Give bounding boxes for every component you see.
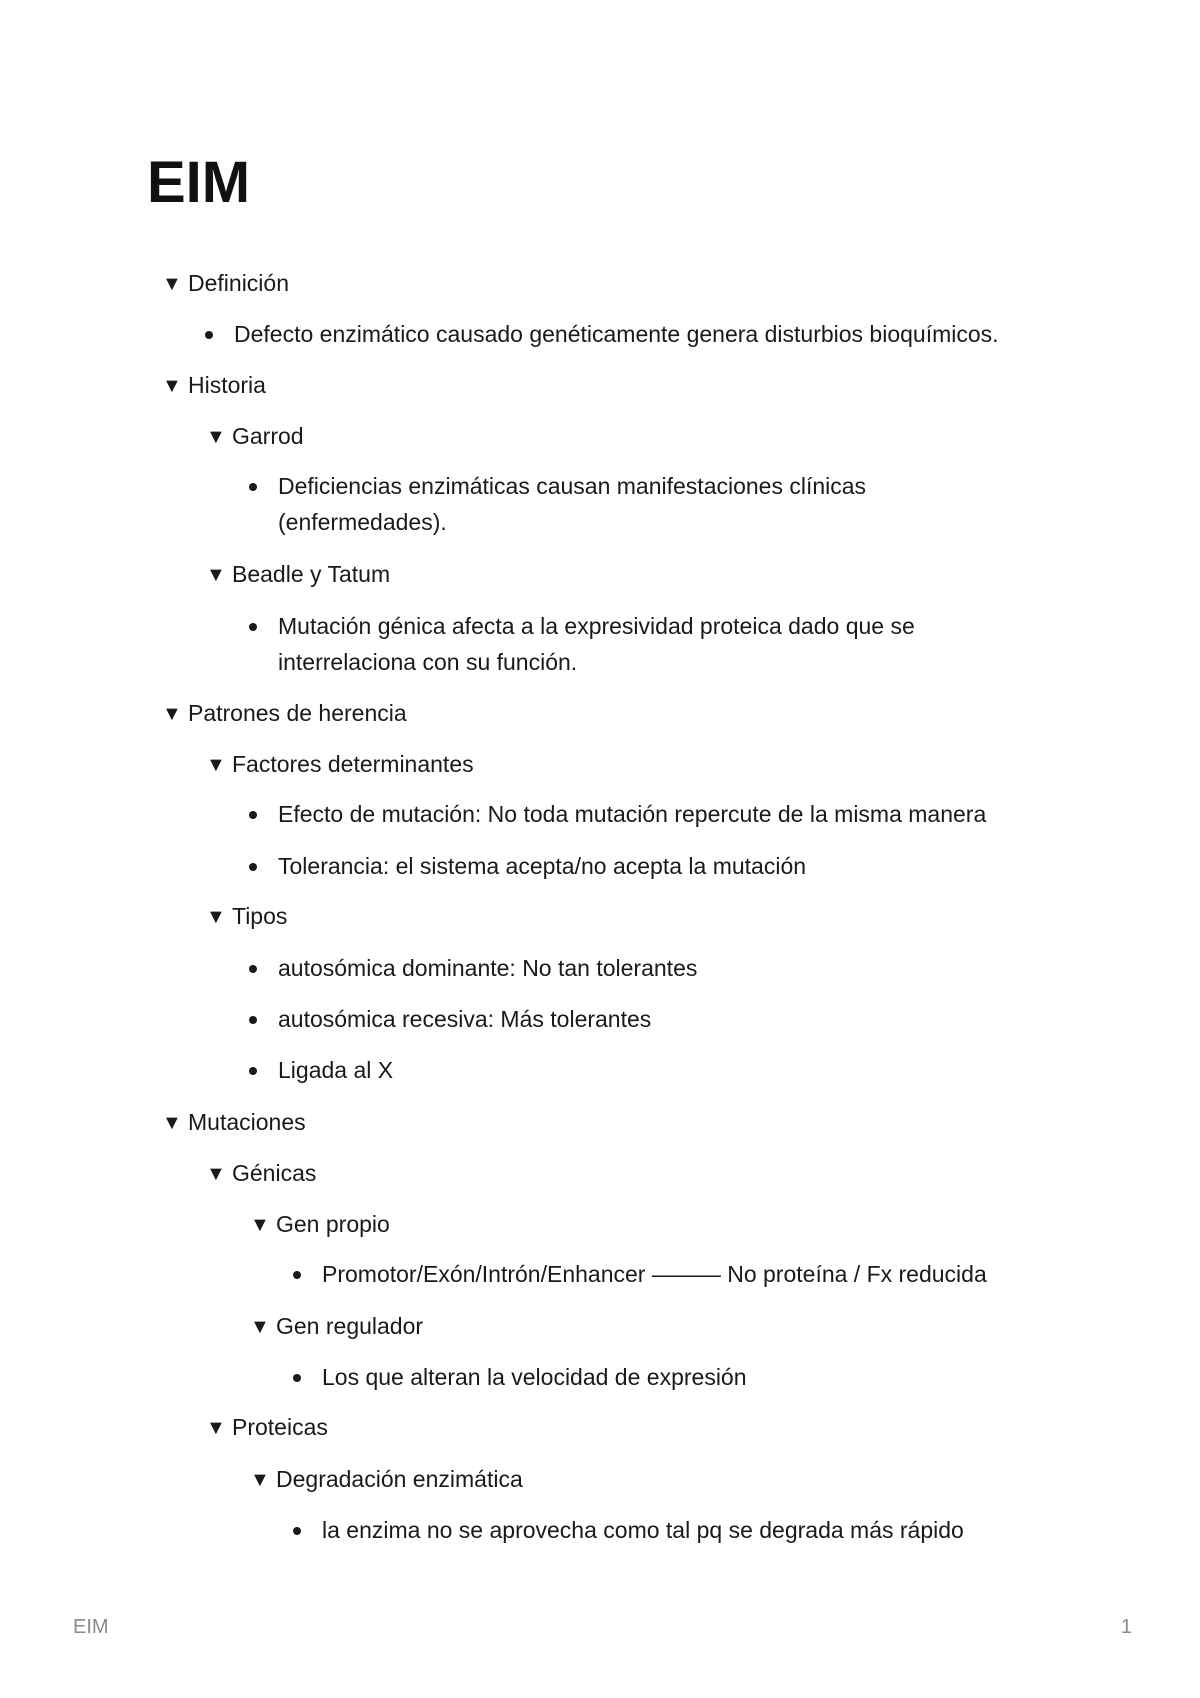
- list-item: [249, 608, 989, 680]
- triangle-down-icon[interactable]: ▼: [250, 1469, 270, 1491]
- list-item-text: Los que alteran la velocidad de expresión: [322, 1364, 747, 1390]
- toggle-beadle-tatum[interactable]: [206, 556, 390, 593]
- toggle-label: Gen regulador: [276, 1313, 424, 1339]
- list-item: [293, 1359, 1153, 1395]
- toggle-label: Proteicas: [232, 1414, 328, 1440]
- list-item: [249, 950, 1149, 986]
- list-item: [249, 1052, 1149, 1088]
- bullet-dot-icon: [249, 483, 257, 491]
- toggle-mutaciones[interactable]: [162, 1104, 306, 1141]
- list-item-text: autosómica dominante: No tan tolerantes: [278, 955, 698, 981]
- list-item-text: Tolerancia: el sistema acepta/no acepta la mutación: [278, 853, 807, 879]
- toggle-label: Patrones de herencia: [188, 700, 407, 726]
- triangle-down-icon[interactable]: ▼: [206, 1417, 226, 1439]
- toggle-label: Garrod: [232, 423, 304, 449]
- triangle-down-icon[interactable]: ▼: [206, 754, 226, 776]
- footer-doc-name: EIM: [73, 1616, 109, 1638]
- triangle-down-icon[interactable]: ▼: [206, 426, 226, 448]
- bullet-dot-icon: [293, 1374, 301, 1382]
- list-item: [249, 1001, 1149, 1037]
- toggle-label: Degradación enzimática: [276, 1466, 523, 1492]
- list-item-text: Efecto de mutación: No toda mutación repercute de la misma manera: [278, 801, 987, 827]
- toggle-label: Factores determinantes: [232, 751, 474, 777]
- toggle-label: Definición: [188, 270, 289, 296]
- list-item: [293, 1512, 1153, 1548]
- triangle-down-icon[interactable]: ▼: [206, 906, 226, 928]
- triangle-down-icon[interactable]: ▼: [162, 1112, 182, 1134]
- triangle-down-icon[interactable]: ▼: [162, 703, 182, 725]
- toggle-genicas[interactable]: [206, 1155, 316, 1192]
- toggle-label: Mutaciones: [188, 1109, 306, 1135]
- bullet-dot-icon: [249, 1067, 257, 1075]
- list-item: [249, 468, 929, 540]
- list-item: [205, 316, 1105, 352]
- toggle-label: Gen propio: [276, 1211, 390, 1237]
- list-item-text: autosómica recesiva: Más tolerantes: [278, 1006, 652, 1032]
- bullet-dot-icon: [249, 623, 257, 631]
- toggle-label: Tipos: [232, 903, 288, 929]
- triangle-down-icon[interactable]: ▼: [250, 1316, 270, 1338]
- page-title: EIM: [147, 150, 251, 215]
- list-item-text: Deficiencias enzimáticas causan manifestaciones clínicas (enfermedades).: [278, 473, 867, 535]
- bullet-dot-icon: [249, 1016, 257, 1024]
- toggle-label: Beadle y Tatum: [232, 561, 391, 587]
- list-item-text: Ligada al X: [278, 1057, 394, 1083]
- toggle-garrod[interactable]: [206, 418, 304, 455]
- triangle-down-icon[interactable]: ▼: [162, 375, 182, 397]
- triangle-down-icon[interactable]: ▼: [250, 1214, 270, 1236]
- toggle-factores-determinantes[interactable]: [206, 746, 474, 783]
- bullet-dot-icon: [249, 965, 257, 973]
- toggle-patrones-herencia[interactable]: [162, 695, 407, 732]
- bullet-dot-icon: [293, 1271, 301, 1279]
- toggle-label: Historia: [188, 372, 266, 398]
- list-item-text: Defecto enzimático causado genéticamente genera disturbios bioquímicos.: [234, 321, 999, 347]
- toggle-gen-regulador[interactable]: [250, 1308, 423, 1345]
- list-item-text: Promotor/Exón/Intrón/Enhancer ——— No proteína / Fx reducida: [322, 1261, 987, 1287]
- bullet-dot-icon: [293, 1527, 301, 1535]
- list-item: [249, 796, 1149, 832]
- toggle-definicion[interactable]: [162, 265, 289, 302]
- list-item: [249, 848, 1149, 884]
- list-item-text: la enzima no se aprovecha como tal pq se degrada más rápido: [322, 1517, 964, 1543]
- toggle-historia[interactable]: [162, 367, 266, 404]
- toggle-tipos[interactable]: [206, 898, 287, 935]
- toggle-gen-propio[interactable]: [250, 1206, 390, 1243]
- bullet-dot-icon: [205, 331, 213, 339]
- footer-page-number: 1: [1120, 1616, 1132, 1638]
- toggle-degradacion-enzimatica[interactable]: [250, 1461, 523, 1498]
- triangle-down-icon[interactable]: ▼: [206, 564, 226, 586]
- toggle-label: Génicas: [232, 1160, 317, 1186]
- list-item: [293, 1256, 1153, 1292]
- toggle-proteicas[interactable]: [206, 1409, 328, 1446]
- list-item-text: Mutación génica afecta a la expresividad proteica dado que se interrelaciona con su función.: [278, 613, 915, 675]
- triangle-down-icon[interactable]: ▼: [206, 1163, 226, 1185]
- bullet-dot-icon: [249, 811, 257, 819]
- bullet-dot-icon: [249, 863, 257, 871]
- triangle-down-icon[interactable]: ▼: [162, 273, 182, 295]
